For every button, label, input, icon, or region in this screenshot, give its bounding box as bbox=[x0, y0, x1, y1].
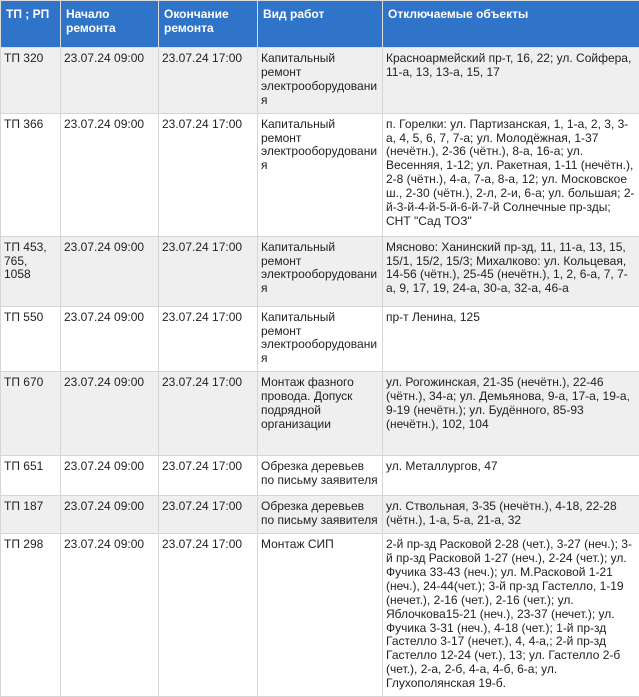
cell-start: 23.07.24 09:00 bbox=[61, 48, 159, 114]
table-body bbox=[1, 48, 639, 697]
cell-objects: ул. Металлургов, 47 bbox=[383, 456, 639, 496]
table-row bbox=[1, 48, 639, 114]
header-tp: ТП ; РП bbox=[1, 1, 61, 48]
cell-objects: 2-й пр-зд Расковой 2-28 (чет.), 3-27 (неч.); 3-й пр-зд Расковой 1-27 (неч.), 2-24 (чет.); ул. Фучика 33-43 (неч.); ул. М.Расковой 1-21 (неч.), 24-44(чет.); 3-й пр-зд Гастелло, 1-19 (нечет.), 2-16 (чет.), 2-16 (чет.); ул. Яблочкова15-21 (неч.), 23-37 (нечет.); ул. Фучика 3-31 (неч.), 4-18 (чет.); 1-й пр-зд Гастелло 3-17 (нечет.), 4, 4-а,; 2-й пр-зд Гастелло 12-24 (чет.), 13; ул. Гастелло 2-б (чет.), 2-а, 2-б, 4-а, 4-б, 6-а; ул. Глухополянская 19-б. bbox=[383, 534, 639, 697]
cell-work-type: Монтаж СИП bbox=[258, 534, 383, 697]
cell-objects: п. Горелки: ул. Партизанская, 1, 1-а, 2, 3, 3-а, 4, 5, 6, 7, 7-а; ул. Молодёжная, 1-37 (нечётн.), 2-36 (чётн.), 8-а, 16-а; ул. Весенняя, 1-12; ул. Ракетная, 1-11 (нечётн.), 2-8 (чётн.), 4-а, 7-а, 8-а, 12; ул. Московское ш., 2-30 (чётн.), 2-л, 2-и, 6-а; ул. большая; 2-й-3-й-4-й-5-й-6-й-7-й Солнечные пр-зды; СНТ "Сад ТОЗ" bbox=[383, 113, 639, 236]
cell-tp: ТП 651 bbox=[1, 456, 61, 496]
cell-objects: ул. Рогожинская, 21-35 (нечётн.), 22-46 (чётн.), 34-а; ул. Демьянова, 9-а, 17-а, 19-а, 9-19 (нечётн.); ул. Будённого, 85-93 (нечётн.), 102, 104 bbox=[383, 372, 639, 456]
header-objects: Отключаемые объекты bbox=[383, 1, 639, 48]
cell-work-type: Капитальный ремонт электрооборудования bbox=[258, 306, 383, 372]
cell-tp: ТП 670 bbox=[1, 372, 61, 456]
table-row bbox=[1, 496, 639, 534]
table-header bbox=[1, 1, 639, 48]
cell-end: 23.07.24 17:00 bbox=[159, 113, 258, 236]
cell-work-type: Капитальный ремонт электрооборудования bbox=[258, 113, 383, 236]
cell-tp: ТП 550 bbox=[1, 306, 61, 372]
cell-start: 23.07.24 09:00 bbox=[61, 496, 159, 534]
table-row bbox=[1, 534, 639, 697]
cell-work-type: Капитальный ремонт электрооборудования bbox=[258, 48, 383, 114]
cell-objects: Красноармейский пр-т, 16, 22; ул. Сойфера, 11-а, 13, 13-а, 15, 17 bbox=[383, 48, 639, 114]
cell-objects: пр-т Ленина, 125 bbox=[383, 306, 639, 372]
table-row bbox=[1, 372, 639, 456]
header-start: Начало ремонта bbox=[61, 1, 159, 48]
cell-work-type: Капитальный ремонт электрооборудования bbox=[258, 236, 383, 306]
cell-tp: ТП 366 bbox=[1, 113, 61, 236]
cell-work-type: Обрезка деревьев по письму заявителя bbox=[258, 496, 383, 534]
cell-tp: ТП 187 bbox=[1, 496, 61, 534]
cell-objects: Мясново: Ханинский пр-зд, 11, 11-а, 13, 15, 15/1, 15/2, 15/3; Михалково: ул. Кольцевая, 14-56 (чётн.), 25-45 (нечётн.), 1, 2, 6-а, 7, 7-а, 9, 17, 19, 24-а, 30-а, 32-а, 46-а bbox=[383, 236, 639, 306]
cell-tp: ТП 320 bbox=[1, 48, 61, 114]
header-end: Окончание ремонта bbox=[159, 1, 258, 48]
cell-end: 23.07.24 17:00 bbox=[159, 496, 258, 534]
cell-tp: ТП 453, 765, 1058 bbox=[1, 236, 61, 306]
table-row bbox=[1, 113, 639, 236]
header-row bbox=[1, 1, 639, 48]
cell-start: 23.07.24 09:00 bbox=[61, 113, 159, 236]
cell-end: 23.07.24 17:00 bbox=[159, 236, 258, 306]
table-row bbox=[1, 236, 639, 306]
header-work-type: Вид работ bbox=[258, 1, 383, 48]
cell-end: 23.07.24 17:00 bbox=[159, 48, 258, 114]
cell-tp: ТП 298 bbox=[1, 534, 61, 697]
cell-end: 23.07.24 17:00 bbox=[159, 372, 258, 456]
cell-start: 23.07.24 09:00 bbox=[61, 236, 159, 306]
table-row bbox=[1, 456, 639, 496]
cell-start: 23.07.24 09:00 bbox=[61, 456, 159, 496]
table-row bbox=[1, 306, 639, 372]
cell-work-type: Монтаж фазного провода. Допуск подрядной организации bbox=[258, 372, 383, 456]
cell-end: 23.07.24 17:00 bbox=[159, 306, 258, 372]
cell-end: 23.07.24 17:00 bbox=[159, 534, 258, 697]
cell-start: 23.07.24 09:00 bbox=[61, 372, 159, 456]
cell-work-type: Обрезка деревьев по письму заявителя bbox=[258, 456, 383, 496]
cell-start: 23.07.24 09:00 bbox=[61, 306, 159, 372]
cell-end: 23.07.24 17:00 bbox=[159, 456, 258, 496]
cell-objects: ул. Ствольная, 3-35 (нечётн.), 4-18, 22-28 (чётн.), 1-а, 5-а, 21-а, 32 bbox=[383, 496, 639, 534]
cell-start: 23.07.24 09:00 bbox=[61, 534, 159, 697]
